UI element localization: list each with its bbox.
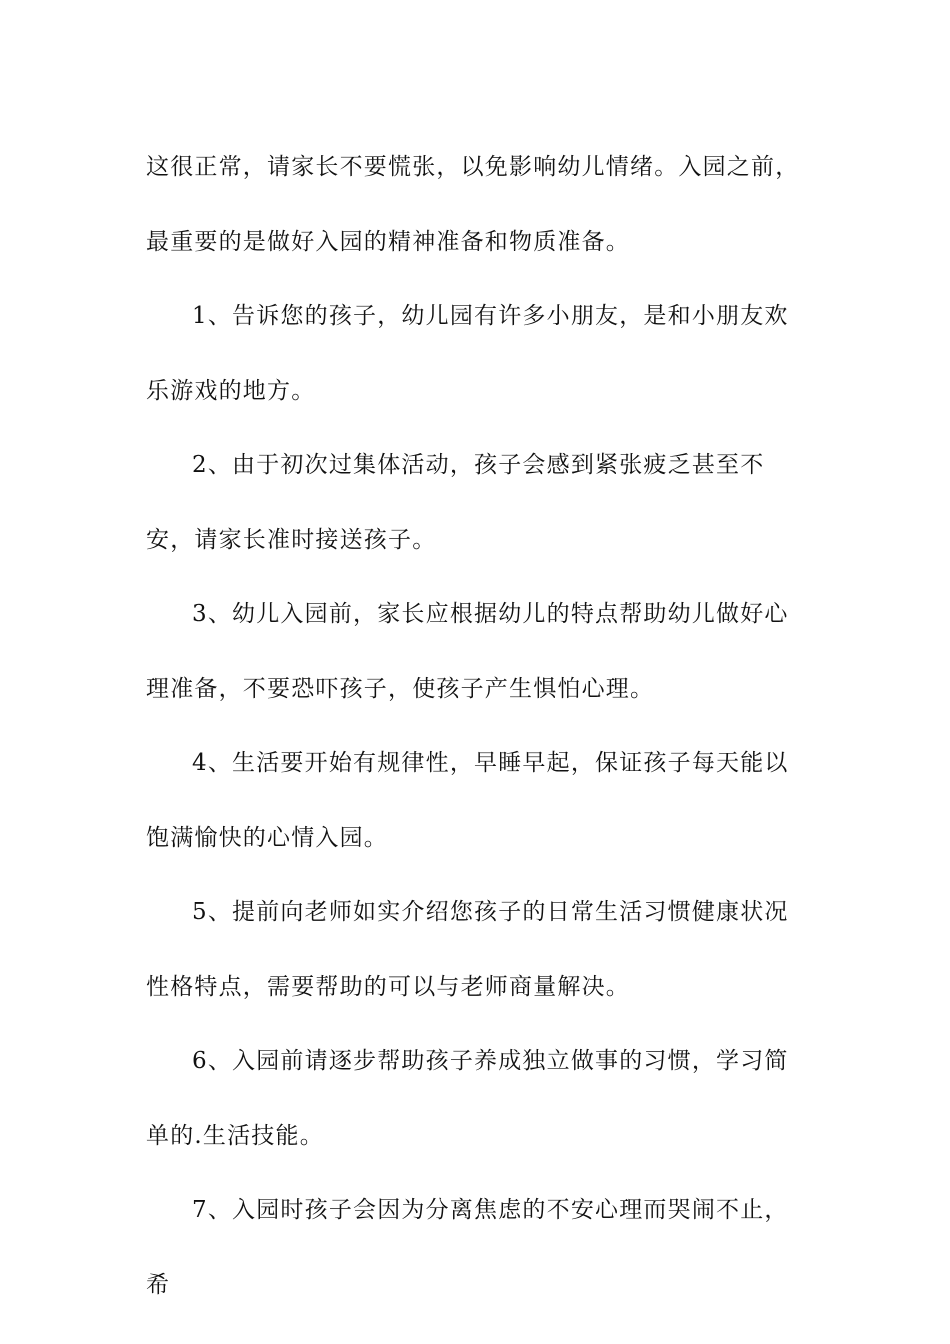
paragraph-continuation: 这很正常，请家长不要慌张，以免影响幼儿情绪。入园之前，最重要的是做好入园的精神准备和物质准备。 (146, 154, 800, 255)
list-item-3: 3、幼儿入园前，家长应根据幼儿的特点帮助幼儿做好心理准备，不要恐吓孩子，使孩子产生惧怕心理。 (146, 601, 789, 702)
list-item-7: 7、入园时孩子会因为分离焦虑的不安心理而哭闹不止，希 (146, 1197, 789, 1298)
list-item-2: 2、由于初次过集体活动，孩子会感到紧张疲乏甚至不安，请家长准时接送孩子。 (146, 452, 765, 553)
list-item-1: 1、告诉您的孩子，幼儿园有许多小朋友，是和小朋友欢乐游戏的地方。 (146, 303, 789, 404)
document-body (146, 130, 808, 1322)
list-item-6: 6、入园前请逐步帮助孩子养成独立做事的习惯，学习简单的.生活技能。 (146, 1048, 789, 1149)
list-item-5: 5、提前向老师如实介绍您孩子的日常生活习惯健康状况性格特点，需要帮助的可以与老师商量解决。 (146, 899, 789, 1000)
list-item-4: 4、生活要开始有规律性，早睡早起，保证孩子每天能以饱满愉快的心情入园。 (146, 750, 789, 851)
